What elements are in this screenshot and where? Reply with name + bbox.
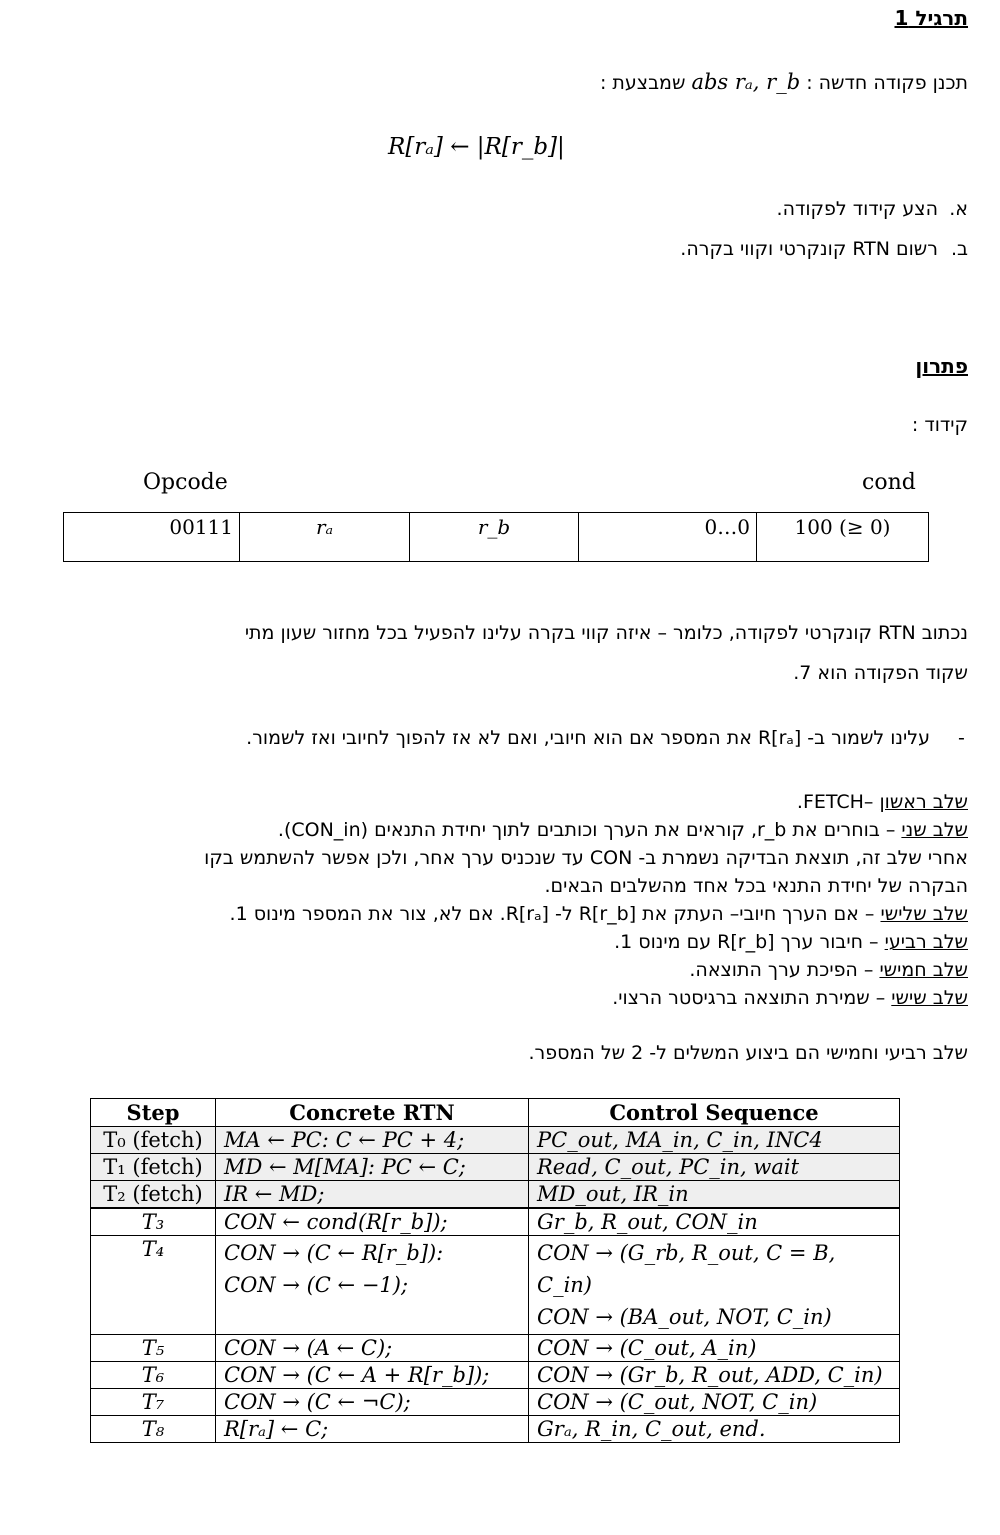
stage-3	[38, 900, 968, 928]
table-row	[91, 1335, 900, 1362]
stage-3-text: – אם הערך חיובי– העתק את R[r_b] ל- R[rₐ]. אם לא, צור את המספר מינוס 1.	[229, 903, 875, 925]
step-cell: T₆	[91, 1362, 216, 1389]
control-cell: Read, C_out, PC_in, wait	[529, 1154, 900, 1181]
stage-6-text: – שמירת התוצאה ברגיסטר הרצוי.	[612, 987, 886, 1009]
rtn-cell: CON → (C ← A + R[r_b]);	[216, 1362, 529, 1389]
encoding-table	[63, 512, 929, 562]
opcode-label: Opcode	[143, 470, 228, 495]
rtn-cell: MA ← PC: C ← PC + 4;	[216, 1127, 529, 1154]
enc-rb: r_b	[410, 513, 579, 562]
intro-text: תכנן פקודה חדשה :	[806, 72, 968, 94]
step-cell: T₈	[91, 1416, 216, 1443]
rtn-cell: R[rₐ] ← C;	[216, 1416, 529, 1443]
rtn-cell: IR ← MD;	[216, 1181, 529, 1209]
task-b-letter: ב.	[950, 238, 968, 260]
table-row	[91, 1208, 900, 1236]
step-cell: T₅	[91, 1335, 216, 1362]
bullet-text: עלינו לשמור ב- R[rₐ] את המספר אם הוא חיובי, ואם לא אז להפוך לחיובי ואז לשמור.	[246, 727, 930, 749]
solution-title: פתרון	[915, 354, 968, 378]
enc-opcode: 00111	[64, 513, 240, 562]
stage-1-label: שלב ראשון	[879, 791, 968, 813]
stage-2	[38, 816, 968, 844]
stages-block	[38, 788, 968, 1012]
stage-2-label: שלב שני	[901, 819, 968, 841]
stage-4	[38, 928, 968, 956]
rtn-cell: CON → (A ← C);	[216, 1335, 529, 1362]
bullet-mark: -	[958, 727, 965, 749]
note: שלב רביעי וחמישי הם ביצוע המשלים ל- 2 של המספר.	[528, 1042, 968, 1064]
stage-1-text: –FETCH.	[796, 791, 874, 813]
intro-line	[600, 70, 968, 94]
table-row	[91, 1416, 900, 1443]
control-cell: CON → (Gr_b, R_out, ADD, C_in)	[529, 1362, 900, 1389]
task-b-text: רשום RTN קונקרטי וקווי בקרה.	[680, 238, 938, 260]
table-row	[91, 1236, 900, 1335]
control-cell: CON → (C_out, NOT, C_in)	[529, 1389, 900, 1416]
table-row	[91, 1389, 900, 1416]
exercise-title: תרגיל 1	[894, 6, 968, 30]
task-a-text: הצע קידוד לפקודה.	[776, 198, 938, 220]
step-cell: T₀ (fetch)	[91, 1127, 216, 1154]
cond-label: cond	[862, 470, 916, 495]
intro-tail: שמבצעת :	[599, 72, 686, 94]
table-row	[91, 1362, 900, 1389]
header-rtn: Concrete RTN	[216, 1099, 529, 1127]
stage-4-text: – חיבור ערך R[r_b] עם מינוס 1.	[614, 931, 879, 953]
step-cell: T₁ (fetch)	[91, 1154, 216, 1181]
rtn-line: CON → (C ← R[r_b]):	[224, 1241, 444, 1265]
rtn-header-row	[91, 1099, 900, 1127]
rtn-table	[90, 1098, 900, 1443]
encoding-label: קידוד :	[911, 414, 968, 436]
rtn-line: CON → (C ← −1);	[224, 1273, 409, 1297]
stage-1	[38, 788, 968, 816]
control-cell: CON → (C_out, A_in)	[529, 1335, 900, 1362]
formula: R[rₐ] ← |R[r_b]|	[388, 134, 565, 160]
rtn-cell: CON ← cond(R[r_b]);	[216, 1208, 529, 1236]
control-cell: MD_out, IR_in	[529, 1181, 900, 1209]
step-cell: T₃	[91, 1208, 216, 1236]
stage-5	[38, 956, 968, 984]
stage-4-label: שלב רביעי	[884, 931, 968, 953]
enc-cond: 100 (≥ 0)	[757, 513, 929, 562]
stage-6	[38, 984, 968, 1012]
paragraph-line2: שקוד הפקודה הוא 7.	[793, 662, 968, 684]
header-step: Step	[91, 1099, 216, 1127]
paragraph-line1: נכתוב RTN קונקרטי לפקודה, כלומר – איזה קווי בקרה עלינו להפעיל בכל מחזור שעון מתי	[244, 622, 968, 644]
rtn-cell	[216, 1236, 529, 1335]
control-line: CON → (G_rb, R_out, C = B, C_in)	[537, 1241, 836, 1297]
intro-command: abs rₐ, r_b	[691, 70, 801, 94]
stage-5-text: – הפיכת ערך התוצאה.	[689, 959, 874, 981]
step-cell: T₇	[91, 1389, 216, 1416]
stage-2-cont1: אחרי שלב זה, תוצאת הבדיקה נשמרת ב- CON עד שנכניס ערך אחר, ולכן אפשר להשתמש בקו	[204, 847, 968, 869]
stage-5-label: שלב חמישי	[879, 959, 968, 981]
table-row	[91, 1181, 900, 1209]
stage-3-label: שלב שלישי	[880, 903, 968, 925]
task-a	[777, 198, 968, 220]
stage-2-cont2: הבקרה של יחידת התנאי בכל אחד מהשלבים הבאים.	[544, 875, 968, 897]
enc-zeros: 0…0	[579, 513, 757, 562]
task-a-letter: א.	[949, 198, 968, 220]
table-row	[91, 1154, 900, 1181]
stage-2-text: – בוחרים את r_b, קוראים את הערך וכותבים לתוך יחידת התנאים (CON_in).	[277, 819, 896, 841]
step-cell: T₄	[91, 1236, 216, 1335]
control-cell: Grₐ, R_in, C_out, end.	[529, 1416, 900, 1443]
step-cell: T₂ (fetch)	[91, 1181, 216, 1209]
enc-ra: rₐ	[240, 513, 410, 562]
control-line: CON → (BA_out, NOT, C_in)	[537, 1305, 832, 1329]
stage-6-label: שלב שישי	[891, 987, 968, 1009]
control-cell	[529, 1236, 900, 1335]
rtn-cell: CON → (C ← ¬C);	[216, 1389, 529, 1416]
table-row	[91, 1127, 900, 1154]
rtn-cell: MD ← M[MA]: PC ← C;	[216, 1154, 529, 1181]
control-cell: PC_out, MA_in, C_in, INC4	[529, 1127, 900, 1154]
control-cell: Gr_b, R_out, CON_in	[529, 1208, 900, 1236]
task-b	[680, 238, 968, 260]
header-control: Control Sequence	[529, 1099, 900, 1127]
